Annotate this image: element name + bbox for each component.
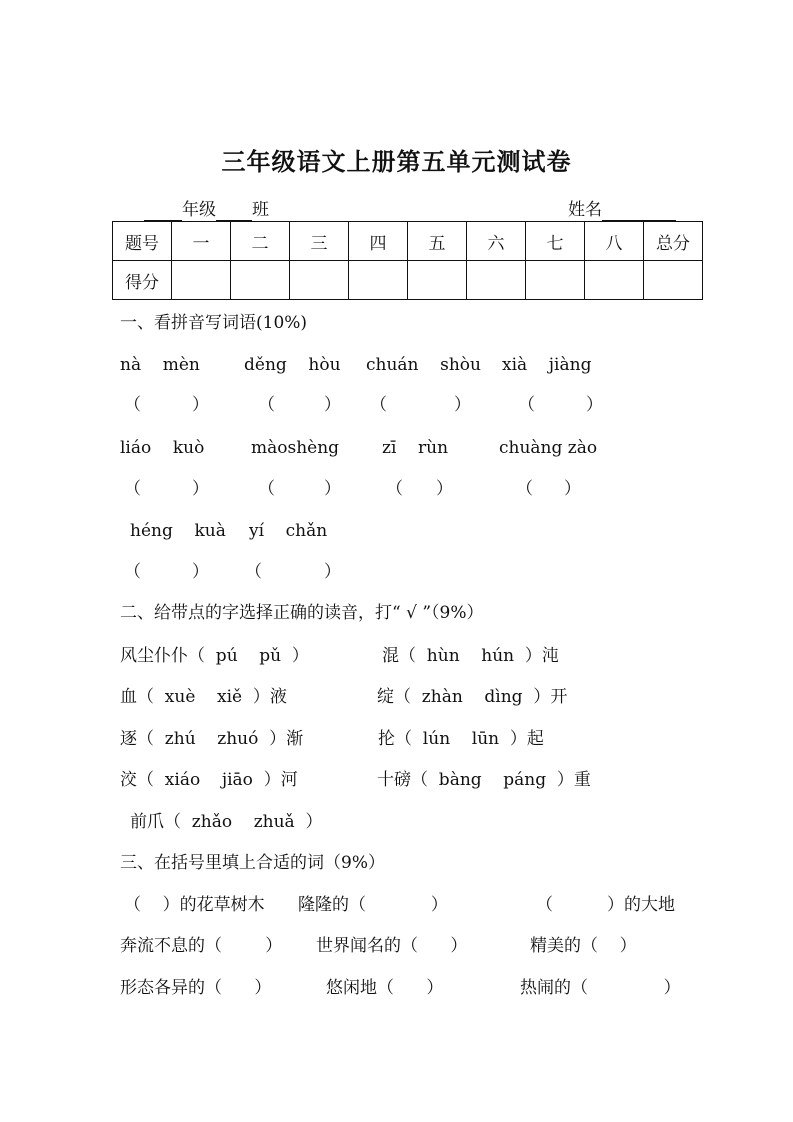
fill-in-item[interactable]: 形态各异的（ ）	[120, 978, 272, 998]
answer-paren-close: ）	[192, 562, 209, 582]
answer-paren-close: ）	[324, 562, 341, 582]
pinyin-item: chuàng zào	[499, 438, 598, 458]
answer-paren-close: ）	[192, 395, 209, 415]
fill-in-item[interactable]: 热闹的（ ）	[520, 978, 681, 998]
answer-paren-open: （	[516, 479, 533, 499]
reading-choice-item[interactable]: 绽（ zhàn dìng ）开	[377, 687, 568, 707]
pinyin-item: chuán shòu	[366, 355, 481, 375]
reading-choice-item[interactable]: 血（ xuè xiě ）液	[120, 687, 287, 707]
pinyin-item: héng kuà	[130, 521, 226, 541]
pinyin-item: yí chǎn	[249, 521, 328, 541]
table-cell: 二	[231, 222, 290, 261]
table-cell: 三	[290, 222, 349, 261]
reading-choice-item[interactable]: 前爪（ zhǎo zhuǎ ）	[130, 812, 323, 832]
answer-paren-close: ）	[192, 479, 209, 499]
grade-class-line	[144, 199, 269, 221]
table-cell: 一	[172, 222, 231, 261]
reading-choice-item[interactable]: 抡（ lún lūn ）起	[378, 729, 544, 749]
table-cell: 总分	[644, 222, 703, 261]
answer-paren-close: ）	[324, 395, 341, 415]
score-cell[interactable]	[290, 261, 349, 300]
answer-paren-open: （	[258, 395, 275, 415]
score-cell[interactable]	[644, 261, 703, 300]
page-title: 三年级语文上册第五单元测试卷	[221, 147, 572, 176]
section1-heading: 一、看拼音写词语(10%)	[120, 313, 308, 333]
answer-paren-close: ）	[436, 479, 453, 499]
reading-choice-item[interactable]: 洨（ xiáo jiāo ）河	[120, 770, 298, 790]
answer-paren-open: （	[518, 395, 535, 415]
pinyin-item: liáo kuò	[120, 438, 205, 458]
fill-in-item[interactable]: 隆隆的（ ）	[298, 895, 448, 915]
pinyin-item: nà mèn	[120, 355, 200, 375]
table-row	[113, 261, 703, 300]
reading-choice-item[interactable]: 风尘仆仆（ pú pǔ ）	[120, 646, 309, 666]
score-cell[interactable]	[172, 261, 231, 300]
reading-choice-item[interactable]: 混（ hùn hún ）沌	[382, 646, 559, 666]
answer-paren-close: ）	[454, 395, 471, 415]
score-cell[interactable]	[467, 261, 526, 300]
reading-choice-item[interactable]: 逐（ zhú zhuó ）渐	[120, 729, 304, 749]
answer-paren-close: ）	[324, 479, 341, 499]
fill-in-item[interactable]: （ ）的花草树木	[124, 895, 265, 915]
reading-choice-item[interactable]: 十磅（ bàng páng ）重	[377, 770, 591, 790]
table-cell: 六	[467, 222, 526, 261]
table-cell: 五	[408, 222, 467, 261]
table-cell: 得分	[113, 261, 172, 300]
table-row	[113, 222, 703, 261]
answer-paren-open: （	[245, 562, 262, 582]
answer-paren-open: （	[258, 479, 275, 499]
fill-in-item[interactable]: （ ）的大地	[536, 895, 676, 915]
fill-in-item[interactable]: 悠闲地（ ）	[326, 978, 444, 998]
name-blank[interactable]	[602, 204, 676, 221]
score-cell[interactable]	[585, 261, 644, 300]
table-cell: 八	[585, 222, 644, 261]
answer-paren-open: （	[370, 395, 387, 415]
score-cell[interactable]	[526, 261, 585, 300]
pinyin-item: děng hòu	[244, 355, 341, 375]
pinyin-item: xià jiàng	[502, 355, 592, 375]
score-table	[112, 221, 703, 300]
grade-label: 年级	[182, 200, 216, 220]
fill-in-item[interactable]: 精美的（ ）	[530, 936, 637, 956]
grade-blank[interactable]	[144, 204, 182, 221]
name-line	[568, 199, 676, 221]
name-label: 姓名	[568, 200, 602, 220]
answer-paren-open: （	[386, 479, 403, 499]
class-blank[interactable]	[216, 204, 252, 221]
class-label: 班	[252, 200, 269, 220]
answer-paren-open: （	[124, 479, 141, 499]
answer-paren-close: ）	[586, 395, 603, 415]
answer-paren-open: （	[124, 395, 141, 415]
pinyin-item: màoshèng	[251, 438, 340, 458]
answer-paren-close: ）	[564, 479, 581, 499]
section2-heading: 二、给带点的字选择正确的读音，打“ √ ”（9%）	[120, 603, 484, 623]
score-cell[interactable]	[349, 261, 408, 300]
pinyin-item: zī rùn	[382, 438, 449, 458]
score-cell[interactable]	[408, 261, 467, 300]
table-cell: 四	[349, 222, 408, 261]
fill-in-item[interactable]: 奔流不息的（ ）	[120, 936, 283, 956]
fill-in-item[interactable]: 世界闻名的（ ）	[316, 936, 468, 956]
table-cell: 题号	[113, 222, 172, 261]
score-cell[interactable]	[231, 261, 290, 300]
table-cell: 七	[526, 222, 585, 261]
section3-heading: 三、在括号里填上合适的词（9%）	[120, 853, 385, 873]
answer-paren-open: （	[124, 562, 141, 582]
